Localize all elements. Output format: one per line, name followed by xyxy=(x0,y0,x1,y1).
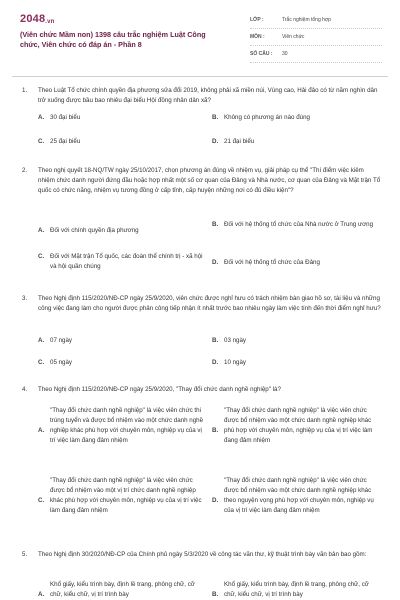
question-2 xyxy=(22,166,382,196)
question-5 xyxy=(22,550,382,560)
question-text: Theo Nghị định 30/2020/NĐ-CP của Chính phủ ngày 5/3/2020 về công tác văn thư, kỹ thuật trình bày văn bản bao gồm: xyxy=(38,551,367,558)
option-b[interactable]: B. Khổ giấy, kiểu trình bày, định lề trang, phông chữ, cỡ chữ, kiểu chữ, vị trí trình bày xyxy=(212,581,369,598)
question-number: 5. xyxy=(22,551,28,558)
option-c[interactable]: C. 25 đại biểu xyxy=(38,138,81,145)
option-c[interactable]: C. 05 ngày xyxy=(38,359,73,366)
site-logo[interactable]: 2048.vn xyxy=(20,13,55,25)
question-text: Theo nghị quyết 18-NQ/TW ngày 25/10/2017, chọn phương án đúng về nhiệm vụ, giải pháp cụ thể "Thí điểm việc kiêm nhiệm chức danh người đứng đầu hoặc hợp nhất một số cơ quan của Đảng và Nhà nước, cơ quan của Đảng và Mặt trận Tổ quốc có chức năng, nhiệm vụ tương đồng ở cấp tỉnh, cấp huyện những nơi có đủ điều kiện"? xyxy=(38,167,381,194)
question-3 xyxy=(22,294,382,314)
meta-row-count: SỐ CÂU : 30 xyxy=(250,46,382,63)
option-c[interactable]: C. Đối với Mặt trận Tổ quốc, các đoàn thể chính trị - xã hội và hội quần chúng xyxy=(38,253,203,270)
option-d[interactable]: D. 21 đại biểu xyxy=(212,138,255,145)
question-text: Theo Nghị định 115/2020/NĐ-CP ngày 25/9/2020, "Thay đổi chức danh nghề nghiệp" là? xyxy=(38,386,281,393)
quiz-meta xyxy=(250,12,382,63)
option-a[interactable]: A. Khổ giấy, kiểu trình bày, định lề trang, phông chữ, cỡ chữ, kiểu chữ, vị trí trình bày xyxy=(38,581,195,598)
option-d[interactable]: D. "Thay đổi chức danh nghề nghiệp" là việc viên chức được bổ nhiệm vào một chức danh nghề nghiệp khác theo nguyện vọng phù hợp với chuyên môn, nghiệp vụ của vị trí việc làm đang đảm nhiệm xyxy=(212,477,374,514)
question-text: Theo Luật Tổ chức chính quyền địa phương sửa đổi 2019, không phải xã miền núi, Vùng cao, Hải đảo có từ năm nghìn dân trở xuống được bầu bao nhiêu đại biểu Hội đồng nhân dân xã? xyxy=(38,87,378,104)
question-number: 2. xyxy=(22,167,28,174)
question-number: 1. xyxy=(22,87,28,94)
option-a[interactable]: A. 07 ngày xyxy=(38,337,73,344)
option-a[interactable]: A. "Thay đổi chức danh nghề nghiệp" là việc viên chức thi trúng tuyển và được bổ nhiệm vào một chức danh nghề nghiệp khác phù hợp với chuyên môn, nghiệp vụ của vị trí việc làm đang đảm nhiệm xyxy=(38,407,204,444)
meta-row-class: LỚP : Trắc nghiệm tổng hợp xyxy=(250,12,382,29)
question-number: 4. xyxy=(22,386,28,393)
question-text: Theo Nghị định 115/2020/NĐ-CP ngày 25/9/2020, viên chức được nghỉ hưu có trách nhiệm bàn giao hồ sơ, tài liệu và những công việc đang làm cho người được phân công tiếp nhận ít nhất trước bao nhiêu ngày làm việc tính đến thời điểm nghỉ hưu? xyxy=(38,295,381,312)
header-divider xyxy=(12,76,388,77)
page-title: (Viên chức Mầm non) 1398 câu trắc nghiệm Luật Công chức, Viên chức có đáp án - Phần 8 xyxy=(20,30,206,49)
option-d[interactable]: D. 10 ngày xyxy=(212,359,247,366)
option-a[interactable]: A. Đối với chính quyền địa phương xyxy=(38,227,139,234)
option-c[interactable]: C. "Thay đổi chức danh nghề nghiệp" là việc viên chức được bổ nhiệm vào một vị trí chức danh nghề nghiệp khác phù hợp với chuyên môn, nghiệp vụ của vị trí việc làm đang đảm nhiệm xyxy=(38,477,202,514)
option-b[interactable]: B. Không có phương án nào đúng xyxy=(212,114,310,121)
meta-row-subject: MÔN : Viên chức xyxy=(250,29,382,46)
option-a[interactable]: A. 30 đại biểu xyxy=(38,114,81,121)
question-number: 3. xyxy=(22,295,28,302)
option-b[interactable]: B. 03 ngày xyxy=(212,337,247,344)
question-4 xyxy=(22,385,382,395)
option-b[interactable]: B. "Thay đổi chức danh nghề nghiệp" là việc viên chức được bổ nhiệm vào một chức danh nghề nghiệp khác phù hợp với chuyên môn, nghiệp vụ của vị trí việc làm đang đảm nhiệm xyxy=(212,407,373,444)
option-d[interactable]: D. Đối với hệ thống tổ chức của Đảng xyxy=(212,259,320,266)
page-header xyxy=(0,0,400,78)
question-1 xyxy=(22,86,382,106)
option-b[interactable]: B. Đối với hệ thống tổ chức của Nhà nước ở Trung ương xyxy=(212,221,374,228)
